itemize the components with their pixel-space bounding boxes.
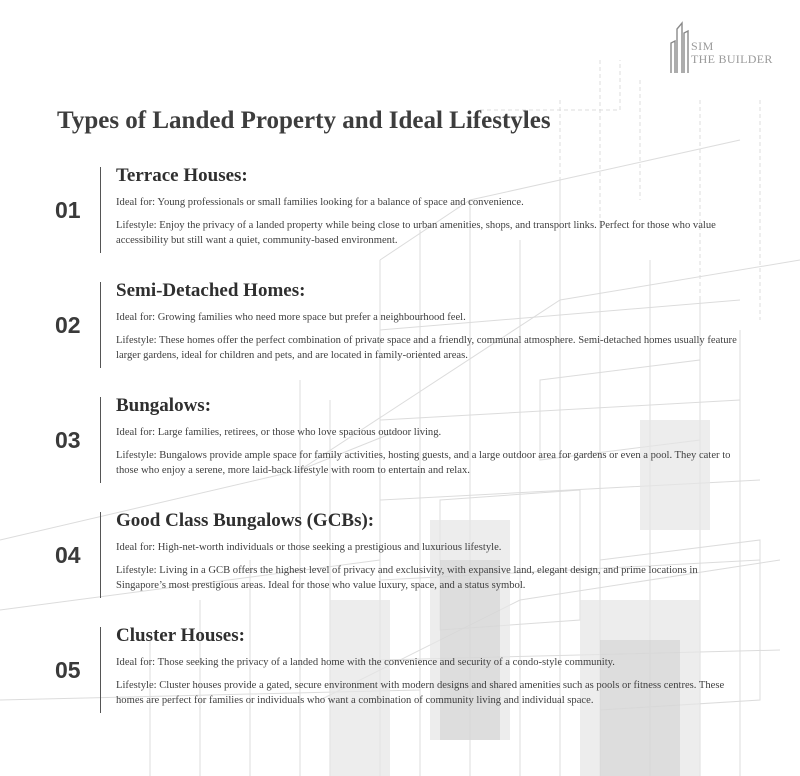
item-lifestyle: Lifestyle: Cluster houses provide a gated, secure environment with modern designs and shared amenities such as pools or fitness centres. These homes are perfect for families or individuals who want a combination of community living and individual space. xyxy=(116,680,725,706)
building-logo-icon xyxy=(669,19,691,75)
item-number: 01 xyxy=(55,197,81,223)
item-divider xyxy=(100,512,101,598)
item-number: 04 xyxy=(55,542,81,568)
item-content xyxy=(116,625,746,708)
item-divider xyxy=(100,397,101,483)
item-heading: Good Class Bungalows (GCBs): xyxy=(116,510,375,531)
item-ideal-for: Ideal for: High-net-worth individuals or those seeking a prestigious and luxurious lifestyle. xyxy=(116,542,502,553)
item-lifestyle: Lifestyle: These homes offer the perfect combination of private space and a friendly, communal atmosphere. Semi-detached homes usually feature larger gardens, ideal for children and pets, and are located in family-oriented areas. xyxy=(116,335,737,361)
brand-name-line1: SIM xyxy=(691,39,714,53)
item-heading: Terrace Houses: xyxy=(116,165,248,186)
brand-name-line2: THE BUILDER xyxy=(691,52,773,66)
item-lifestyle: Lifestyle: Bungalows provide ample space for family activities, hosting guests, and a large outdoor area for gardens or even a pool. They cater to those who enjoy a serene, more laid-back lifestyle with room to entertain and relax. xyxy=(116,450,731,476)
item-ideal-for: Ideal for: Young professionals or small families looking for a balance of space and convenience. xyxy=(116,197,524,208)
item-content xyxy=(116,510,746,593)
item-number: 05 xyxy=(55,657,81,683)
item-ideal-for: Ideal for: Those seeking the privacy of a landed home with the convenience and security of a condo-style community. xyxy=(116,657,615,668)
item-number: 02 xyxy=(55,312,81,338)
item-divider xyxy=(100,627,101,713)
item-ideal-for: Ideal for: Growing families who need more space but prefer a neighbourhood feel. xyxy=(116,312,466,323)
item-number: 03 xyxy=(55,427,81,453)
item-divider xyxy=(100,282,101,368)
item-ideal-for: Ideal for: Large families, retirees, or those who love spacious outdoor living. xyxy=(116,427,442,438)
item-heading: Semi-Detached Homes: xyxy=(116,280,306,301)
item-content xyxy=(116,165,746,248)
item-content xyxy=(116,395,746,478)
item-heading: Cluster Houses: xyxy=(116,625,245,646)
page-title: Types of Landed Property and Ideal Lifestyles xyxy=(57,107,551,134)
item-lifestyle: Lifestyle: Enjoy the privacy of a landed property while being close to urban amenities, shops, and transport links. Perfect for those who value accessibility but still want a quiet, community-based environment. xyxy=(116,220,716,246)
item-lifestyle: Lifestyle: Living in a GCB offers the highest level of privacy and exclusivity, with expansive land, elegant design, and prime locations in Singapore’s most prestigious areas. Ideal for those who value luxury, space, and a status symbol. xyxy=(116,565,698,591)
brand-logo xyxy=(669,19,789,75)
item-divider xyxy=(100,167,101,253)
item-content xyxy=(116,280,746,363)
item-heading: Bungalows: xyxy=(116,395,212,416)
